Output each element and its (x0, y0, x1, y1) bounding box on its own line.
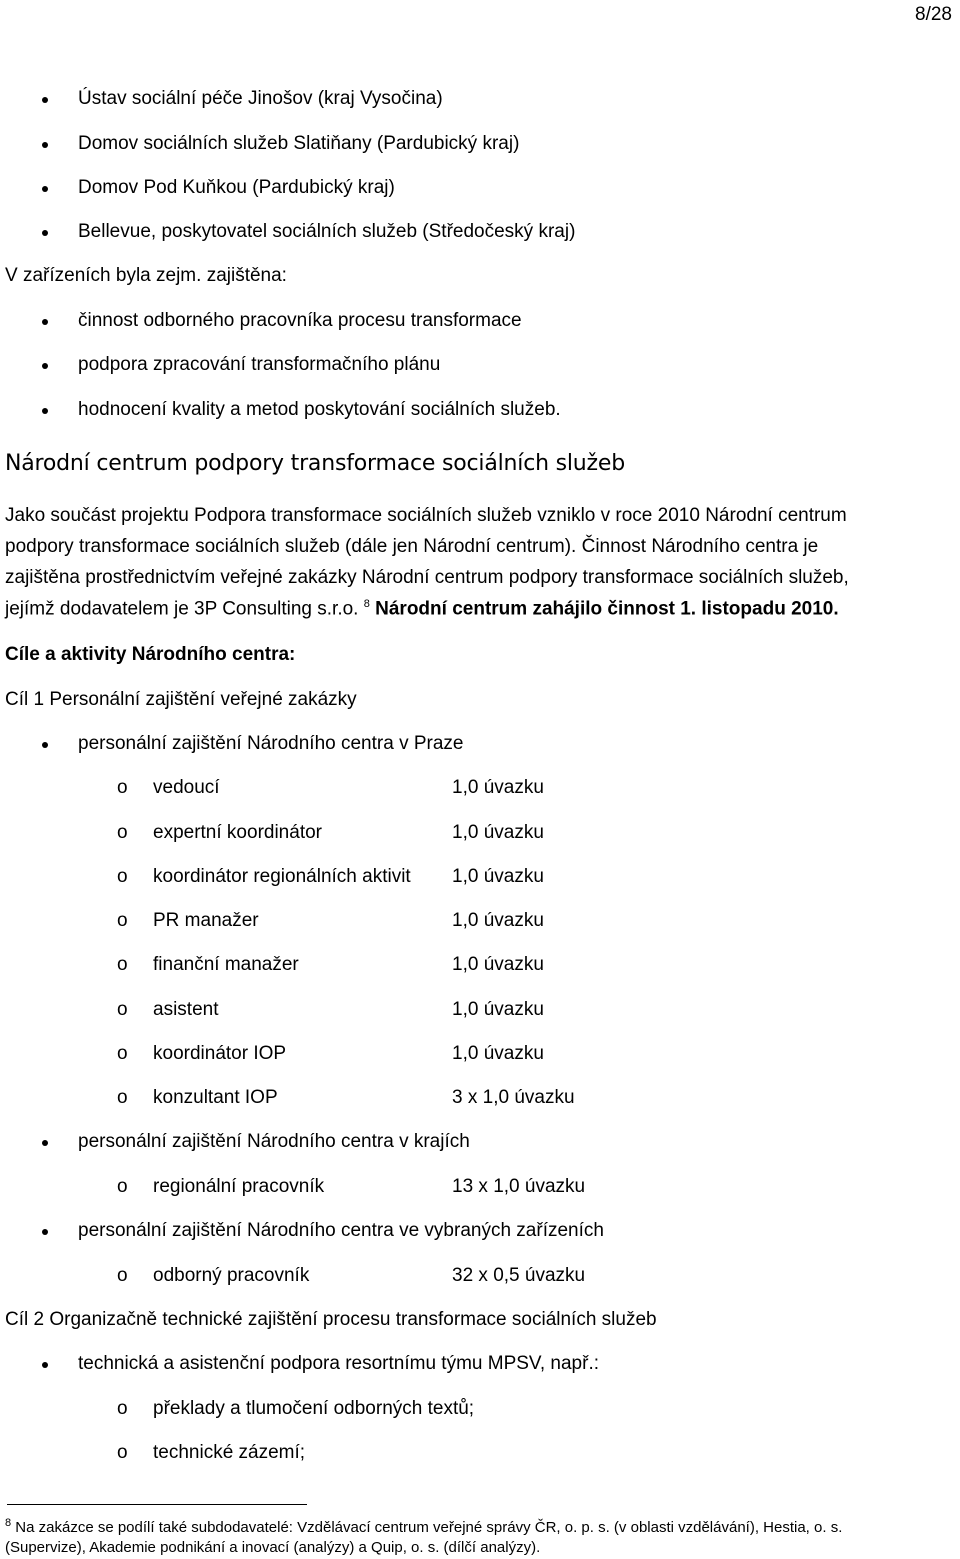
circle-bullet-icon: o (117, 999, 128, 1020)
list-item: Domov sociálních služeb Slatiňany (Pardubický kraj) (78, 133, 520, 154)
bullet-icon (42, 97, 48, 103)
circle-bullet-icon: o (117, 910, 128, 931)
footnote-reference: 8 (363, 598, 370, 610)
circle-bullet-icon: o (117, 1442, 128, 1463)
list-item: Bellevue, poskytovatel sociálních služeb (Středočeský kraj) (78, 221, 576, 242)
bullet-icon (42, 1140, 48, 1146)
workload: 1,0 úvazku (452, 822, 544, 843)
list-item: Ústav sociální péče Jinošov (kraj Vysočina) (78, 88, 443, 109)
bullet-icon (42, 363, 48, 369)
section-heading: Národní centrum podpory transformace sociálních služeb (5, 451, 625, 476)
circle-bullet-icon: o (117, 954, 128, 975)
workload: 1,0 úvazku (452, 1043, 544, 1064)
circle-bullet-icon: o (117, 1043, 128, 1064)
start-date-text: Národní centrum zahájilo činnost 1. listopadu 2010. (375, 598, 839, 620)
role: vedoucí (153, 777, 220, 798)
role: koordinátor regionálních aktivit (153, 866, 411, 887)
bullet-icon (42, 142, 48, 148)
workload: 1,0 úvazku (452, 910, 544, 931)
goals-heading: Cíle a aktivity Národního centra: (5, 644, 296, 665)
circle-bullet-icon: o (117, 1398, 128, 1419)
footnote-separator (7, 1504, 307, 1505)
group-title: personální zajištění Národního centra v krajích (78, 1131, 470, 1152)
page-number: 8/28 (915, 4, 952, 25)
bullet-icon (42, 408, 48, 414)
list-item: činnost odborného pracovníka procesu transformace (78, 310, 522, 331)
footnote (5, 1517, 842, 1536)
circle-bullet-icon: o (117, 1087, 128, 1108)
role: koordinátor IOP (153, 1043, 287, 1064)
role: finanční manažer (153, 954, 299, 975)
workload: 1,0 úvazku (452, 866, 544, 887)
list-item: podpora zpracování transformačního plánu (78, 354, 441, 375)
role: PR manažer (153, 910, 259, 931)
bullet-icon (42, 230, 48, 236)
workload: 3 x 1,0 úvazku (452, 1087, 575, 1108)
footnote-text: Na zakázce se podílí také subdodavatelé: Vzdělávací centrum veřejné správy ČR, o. p. s. (v oblasti vzdělávání), Hestia, o. s. (15, 1519, 843, 1536)
role: regionální pracovník (153, 1176, 325, 1197)
list-item: překlady a tlumočení odborných textů; (153, 1398, 475, 1419)
circle-bullet-icon: o (117, 1176, 128, 1197)
goal-1: Cíl 1 Personální zajištění veřejné zakázky (5, 689, 357, 710)
list-item: Domov Pod Kuňkou (Pardubický kraj) (78, 177, 395, 198)
paragraph-line (5, 598, 839, 620)
bullet-icon (42, 1229, 48, 1235)
circle-bullet-icon: o (117, 1265, 128, 1286)
footnote-text-cont: (Supervize), Akademie podnikání a inovací (analýzy) a Quip, o. s. (dílčí analýzy). (5, 1539, 541, 1556)
list-item: hodnocení kvality a metod poskytování sociálních služeb. (78, 399, 561, 420)
role: konzultant IOP (153, 1087, 278, 1108)
circle-bullet-icon: o (117, 777, 128, 798)
workload: 13 x 1,0 úvazku (452, 1176, 586, 1197)
bullet-icon (42, 319, 48, 325)
group-title: personální zajištění Národního centra ve vybraných zařízeních (78, 1220, 604, 1241)
list-item: technické zázemí; (153, 1442, 306, 1463)
group-title: personální zajištění Národního centra v Praze (78, 733, 464, 754)
group-title: technická a asistenční podpora resortnímu týmu MPSV, např.: (78, 1353, 600, 1374)
paragraph-line: podpory transformace sociálních služeb (dále jen Národní centrum). Činnost Národního centra je (5, 536, 819, 557)
role: expertní koordinátor (153, 822, 322, 843)
paragraph-line: zajištěna prostřednictvím veřejné zakázky Národní centrum podpory transformace sociálních služeb, (5, 567, 849, 588)
workload: 1,0 úvazku (452, 954, 544, 975)
goal-2: Cíl 2 Organizačně technické zajištění procesu transformace sociálních služeb (5, 1309, 657, 1330)
circle-bullet-icon: o (117, 822, 128, 843)
workload: 32 x 0,5 úvazku (452, 1265, 586, 1286)
intro-text: V zařízeních byla zejm. zajištěna: (5, 265, 287, 286)
workload: 1,0 úvazku (452, 999, 544, 1020)
workload: 1,0 úvazku (452, 777, 544, 798)
bullet-icon (42, 1362, 48, 1368)
paragraph-text: jejímž dodavatelem je 3P Consulting s.r.o. (5, 598, 359, 620)
bullet-icon (42, 742, 48, 748)
paragraph-line: Jako součást projektu Podpora transformace sociálních služeb vzniklo v roce 2010 Národní centrum (5, 505, 847, 526)
role: odborný pracovník (153, 1265, 310, 1286)
circle-bullet-icon: o (117, 866, 128, 887)
bullet-icon (42, 186, 48, 192)
footnote-number: 8 (5, 1517, 12, 1529)
role: asistent (153, 999, 219, 1020)
